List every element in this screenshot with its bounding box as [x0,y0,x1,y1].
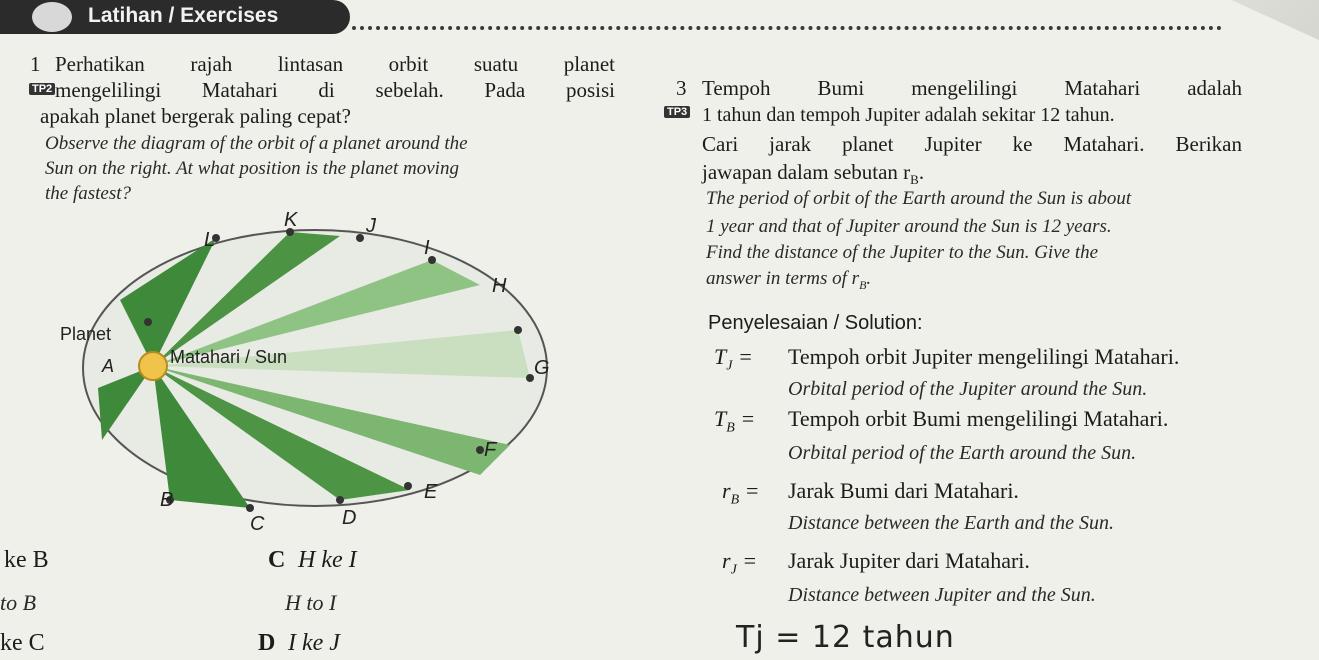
option-a-bm[interactable]: ke B [4,547,49,573]
def-tj-bm: Tempoh orbit Jupiter mengelilingi Matahari. [788,344,1180,369]
def-tj-symbol: $T_J$ = [714,344,753,374]
q3-en-line-3: Find the distance of the Jupiter to the Sun. Give the [706,242,1099,263]
q1-bm-line-2: mengelilingi Matahari di sebelah. Pada posisi [55,78,615,102]
point-label-b: B [160,489,174,511]
orbit-point-e [404,482,412,490]
q3-en-line-4: answer in terms of $r_B$. [706,268,872,292]
def-rb-en: Distance between the Earth and the Sun. [788,512,1115,534]
point-label-j: J [366,215,376,237]
def-tj-en: Orbital period of the Jupiter around the Sun. [788,378,1148,400]
point-label-e: E [424,481,438,503]
q1-en-line-3: the fastest? [45,183,132,204]
page-corner [1100,0,1319,40]
point-label-f: F [484,439,497,461]
q1-level-badge: TP2 [29,79,55,97]
option-a-en: to B [0,590,37,615]
header-icon [32,2,72,32]
q1-en-line-2: Sun on the right. At what position is the planet moving [45,158,459,179]
def-tb-en: Orbital period of the Earth around the Sun. [788,442,1137,464]
option-c-bm[interactable]: H ke I [298,547,357,573]
header-title: Latihan / Exercises [88,4,279,27]
q3-level-badge: TP3 [664,102,690,120]
q3-en-line-2: 1 year and that of Jupiter around the Sun is 12 years. [706,216,1112,237]
q1-en-line-1: Observe the diagram of the orbit of a planet around the [45,133,468,154]
q1-number: 1 [30,52,41,76]
point-label-d: D [342,507,357,529]
option-d-bm[interactable]: I ke J [288,630,340,656]
orbit-point-c [246,504,254,512]
point-label-l: L [204,229,216,251]
point-label-i: I [424,237,430,259]
sun-label: Matahari / Sun [170,347,288,367]
orbit-diagram [40,200,560,540]
point-label-a: A [102,356,115,376]
option-c-letter: C [268,547,286,573]
point-label-k: K [284,209,298,231]
def-tb-symbol: $T_B$ = [714,406,756,436]
point-label-g: G [534,357,550,379]
orbit-point-j [356,234,364,242]
orbit-point-f [476,446,484,454]
def-rj-bm: Jarak Jupiter dari Matahari. [788,548,1030,573]
planet-marker [144,318,152,326]
q1-bm-line-3: apakah planet bergerak paling cepat? [40,104,351,128]
def-tb-bm: Tempoh orbit Bumi mengelilingi Matahari. [788,406,1169,431]
orbit-point-h [514,326,522,334]
q3-number: 3 [676,76,687,100]
handwritten-answer: Tj = 12 tahun [736,620,955,655]
def-rb-symbol: $r_B$ = [722,478,760,508]
q3-en-line-1: The period of orbit of the Earth around the Sun is about [706,188,1132,209]
q3-bm-line-3: Cari jarak planet Jupiter ke Matahari. Berikan [702,132,1242,156]
planet-label: Planet [60,324,112,344]
point-label-c: C [250,513,265,535]
def-rj-symbol: $r_J$ = [722,548,758,578]
q1-bm-line-1: Perhatikan rajah lintasan orbit suatu planet [55,52,615,76]
header-dotted-rule [352,26,1222,30]
sun-icon [139,352,167,380]
q3-bm-line-4: jawapan dalam sebutan $r_B$. [702,160,925,188]
def-rb-bm: Jarak Bumi dari Matahari. [788,478,1019,503]
q3-bm-line-2: 1 tahun dan tempoh Jupiter adalah sekitar 12 tahun. [702,104,1115,126]
option-d-letter: D [258,630,276,656]
option-b-bm[interactable]: ke C [0,630,45,656]
solution-heading: Penyelesaian / Solution: [708,312,923,334]
point-label-h: H [492,275,507,297]
orbit-point-d [336,496,344,504]
orbit-point-g [526,374,534,382]
def-rj-en: Distance between Jupiter and the Sun. [788,584,1096,606]
q3-bm-line-1: Tempoh Bumi mengelilingi Matahari adalah [702,76,1242,100]
option-c-en: H to I [285,590,337,615]
